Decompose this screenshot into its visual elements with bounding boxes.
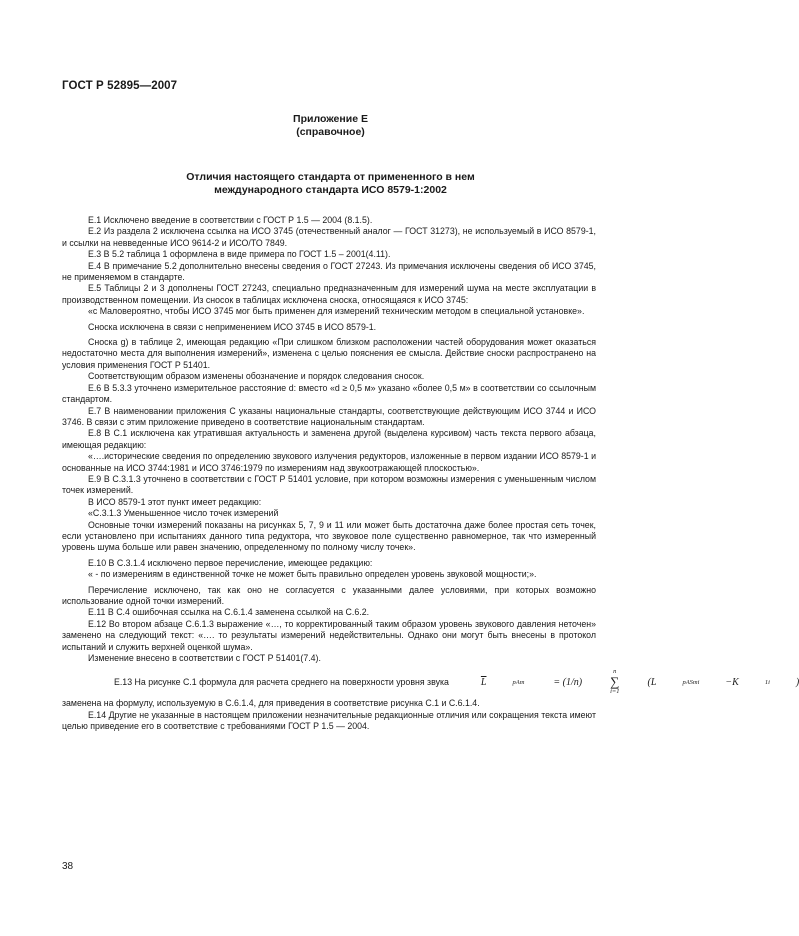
formula-sum	[584, 668, 619, 696]
paragraph-e7: Е.7 В наименовании приложения С указаны национальные стандарты, соответствующие действующим ИСО 3744 и ИСО 3746. В связи с этим приложение приведено в соответствие национальным стандартам.	[62, 405, 596, 427]
formula-k-sub: 1i	[764, 678, 770, 686]
paragraph-e6: Е.6 В 5.3.3 уточнено измерительное расстояние d: вместо «d ≥ 0,5 м» указано «более 0,5 м» в соответствии со ссылочным стандартом.	[62, 382, 596, 405]
formula-body-sub: pASmi	[682, 678, 700, 686]
paragraph-e12: Е.12 Во втором абзаце С.6.1.3 выражение «…, то корректированный таким образом уровень звукового давления неточен» заменено на следующий текст: «…. то результаты измерений недействительны. Однако они могут быть внесены в протокол испытаний и служить верхней оценкой шума».	[62, 618, 596, 652]
formula-lhs-sub: pAm	[512, 678, 525, 686]
formula-sum-top: n	[613, 668, 617, 676]
paragraph-e3: Е.3 В 5.2 таблица 1 оформлена в виде примера по ГОСТ 1.5 – 2001(4.11).	[88, 249, 391, 260]
paragraph-e10-note: Перечисление исключено, так как оно не согласуется с указанными далее условиями, при которых возможно использование одной точки измерений.	[62, 584, 596, 606]
section-title-line-2: международного стандарта ИСО 8579-1:2002	[214, 184, 447, 196]
appendix-title: Приложение Е	[293, 113, 368, 125]
paragraph-e13-text: Е.13 На рисунке С.1 формула для расчета среднего на поверхности уровня звука	[114, 676, 449, 687]
paragraph-e10-quote: « - по измерениям в единственной точке не может быть правильно определен уровень звуковой мощности;».	[88, 569, 537, 580]
appendix-heading	[0, 113, 661, 139]
paragraph-e9-quote-body: Основные точки измерений показаны на рисунках 5, 7, 9 и 11 или может быть достаточна даже более простая сеть точек, если установлено при испытаниях данного типа редуктора, что звуковое поле существенно равномерное, так что измеренный уровень шума больше или равен значению, определенному по полному числу точек».	[62, 519, 596, 553]
paragraph-e9-intro: В ИСО 8579-1 этот пункт имеет редакцию:	[88, 496, 262, 507]
paragraph-e10: Е.10 В С.3.1.4 исключено первое перечисление, имеющее редакцию:	[88, 557, 373, 568]
section-title-line-1: Отличия настоящего стандарта от примененного в нем	[186, 171, 475, 183]
paragraph-e5-order: Соответствующим образом изменены обозначение и порядок следования сносок.	[88, 371, 425, 382]
section-title	[0, 171, 661, 197]
page-number: 38	[62, 861, 74, 872]
paragraph-e11: Е.11 В С.4 ошибочная ссылка на С.6.1.4 заменена ссылкой на С.6.2.	[88, 607, 370, 618]
formula-close: )	[795, 676, 799, 688]
formula-body: (L	[647, 676, 657, 688]
paragraph-e9: Е.9 В С.3.1.3 уточнено в соответствии с ГОСТ Р 51401 условие, при котором возможны измерения с уменьшенным числом точек измерений.	[62, 473, 596, 496]
paragraph-e8: Е.8 В С.1 исключена как утратившая актуальность и заменена другой (выделена курсивом) часть текста первого абзаца, имеющая редакцию:	[62, 428, 596, 450]
document-body	[62, 215, 799, 733]
paragraph-e8-quote: «….исторические сведения по определению звукового излучения редукторов, изложенные в первом издании ИСО 8579-1 и основанные на ИСО 3744:1981 и ИСО 3746:1979 по измерениям над звукоотражающей плоскостью».	[62, 451, 596, 473]
appendix-type: (справочное)	[296, 126, 365, 138]
paragraph-e2: Е.2 Из раздела 2 исключена ссылка на ИСО 3745 (отечественный аналог — ГОСТ 31273), не используемый в ИСО 8579-1, и ссылки на невведенные ИСО 9614-2 и ИСО/ТО 7849.	[62, 226, 596, 248]
paragraph-e14: Е.14 Другие не указанные в настоящем приложении незначительные редакционные отличия или сокращения текста имеют целью приведение его в соответствие с требованиями ГОСТ Р 1.5 — 2004.	[62, 709, 596, 732]
formula-sum-bottom: i=1	[610, 688, 620, 696]
paragraph-e13-continuation: заменена на формулу, используемую в С.6.1.4, для приведения в соответствие рисунка С.1 и С.6.1.4.	[62, 698, 480, 709]
paragraph-e5-quote: «с Маловероятно, чтобы ИСО 3745 мог быть применен для измерений техническим методом в специальной установке».	[88, 306, 585, 317]
formula-sum-sign: ∑	[610, 674, 620, 690]
paragraph-e9-quote-title: «С.3.1.3 Уменьшенное число точек измерений	[88, 508, 279, 519]
sound-level-formula	[455, 668, 799, 696]
formula-minus: −K	[725, 676, 739, 688]
paragraph-e4: Е.4 В примечание 5.2 дополнительно внесены сведения о ГОСТ 27243. Из примечания исключены сведения об ИСО 3745, не применяемом в стандарте.	[62, 260, 596, 283]
paragraph-e5-note: Сноска исключена в связи с неприменением ИСО 3745 в ИСО 8579-1.	[88, 321, 377, 332]
paragraph-e5-footnote-g: Сноска g) в таблице 2, имеющая редакцию «При слишком близком расположении частей оборудования может оказаться недостаточно места для выполнения измерений», изменена с целью пояснения ее смысла. Действие сноски распространено на условия применения ГОСТ Р 51401.	[62, 337, 596, 370]
formula-lhs: $\overline{L}$	[480, 676, 487, 688]
formula-eq: = (1/n)	[553, 676, 583, 688]
paragraph-e5: Е.5 Таблицы 2 и 3 дополнены ГОСТ 27243, специально предназначенным для измерений шума на месте эксплуатации в производственном помещении. Из сносок в таблицах исключена сноска, относящаяся к ИСО 3745:	[62, 283, 596, 305]
document-code-header: ГОСТ Р 52895—2007	[62, 80, 178, 92]
paragraph-e1: Е.1 Исключено введение в соответствии с ГОСТ Р 1.5 — 2004 (8.1.5).	[88, 215, 373, 225]
paragraph-e12-note: Изменение внесено в соответствии с ГОСТ Р 51401(7.4).	[88, 653, 321, 664]
paragraph-e13	[62, 668, 799, 696]
